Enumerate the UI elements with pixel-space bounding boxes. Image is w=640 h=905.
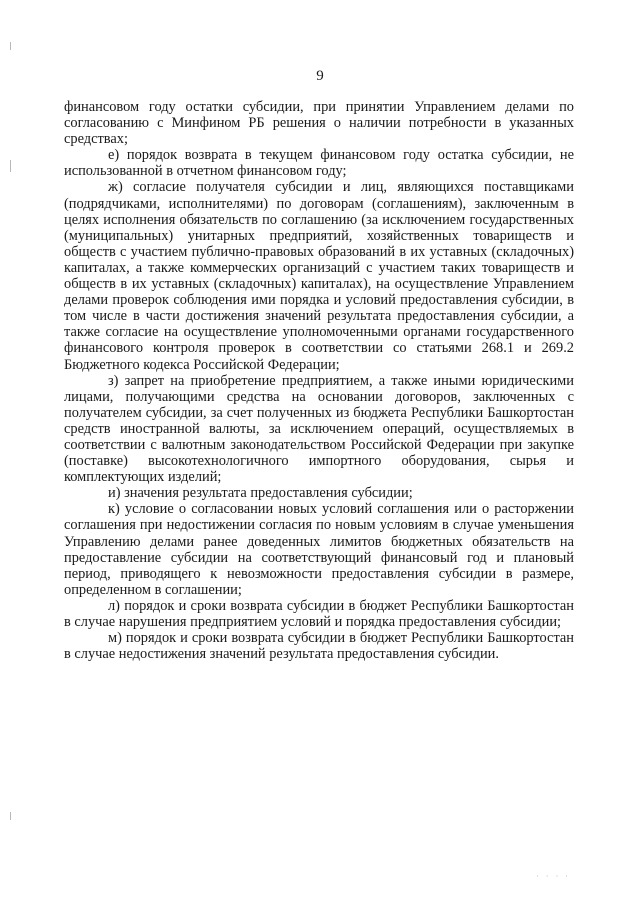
paragraph-item-z: з) запрет на приобретение предприятием, а также иными юридическими лицами, получающими средства на основании договоров, заключенных с получателем субсидии, за счет полученных из бюджета Республики Башкортостан средств иностранной валюты, за исключением операций, осуществляемых в соответствии с валютным законодательством Российской Федерации при закупке (поставке) высокотехнологичного импортного оборудования, сырья и комплектующих изделий; [64,372,574,486]
paragraph-item-i: и) значения результата предоставления субсидии; [108,485,413,502]
scan-margin-mark [10,160,11,172]
paragraph-item-k: к) условие о согласовании новых условий соглашения или о расторжении соглашения при недостижении согласия по новым условиям в случае уменьшения Управлению делами ранее доведенных лимитов бюджетных обязательств на предоставление субсидии на соответствующий финансовый год и плановый период, приводящего к невозможности предоставления субсидии в размере, определенном в соглашении; [64,501,574,598]
paragraph-item-e: е) порядок возврата в текущем финансовом году остатка субсидии, не использованной в отчетном финансовом году; [64,147,574,180]
paragraph-item-l: л) порядок и сроки возврата субсидии в бюджет Республики Башкортостан в случае нарушения предприятием условий и порядка предоставления субсидии; [64,597,574,630]
document-body [64,99,574,662]
paragraph-item-zh: ж) согласие получателя субсидии и лиц, являющихся поставщиками (подрядчиками, исполнителями) по договорам (соглашениям), заключенным в целях исполнения обязательств по соглашению (за исключением государственных (муниципальных) унитарных предприятий, хозяйственных товариществ и обществ с участием публично-правовых образований в их уставных (складочных) капиталах, а также коммерческих организаций с участием таких товариществ и обществ в их уставных (складочных) капиталах), на осуществление Управлением делами проверок соблюдения ими порядка и условий предоставления субсидии, в том числе в части достижения значений результата предоставления субсидии, а также согласие на осуществление уполномоченными органами государственного финансового контроля проверок в соответствии со статьями 268.1 и 269.2 Бюджетного кодекса Российской Федерации; [64,179,574,373]
page-number: 9 [316,68,324,84]
paragraph-continuation: финансовом году остатки субсидии, при принятии Управлением делами по согласованию с Минфином РБ решения о наличии потребности в указанных средствах; [64,99,574,148]
scan-margin-mark [10,812,11,820]
paragraph-item-m: м) порядок и сроки возврата субсидии в бюджет Республики Башкортостан в случае недостижения значений результата предоставления субсидии. [64,630,574,663]
scan-margin-mark [10,42,11,50]
scan-artifact: · · · · [536,872,571,882]
